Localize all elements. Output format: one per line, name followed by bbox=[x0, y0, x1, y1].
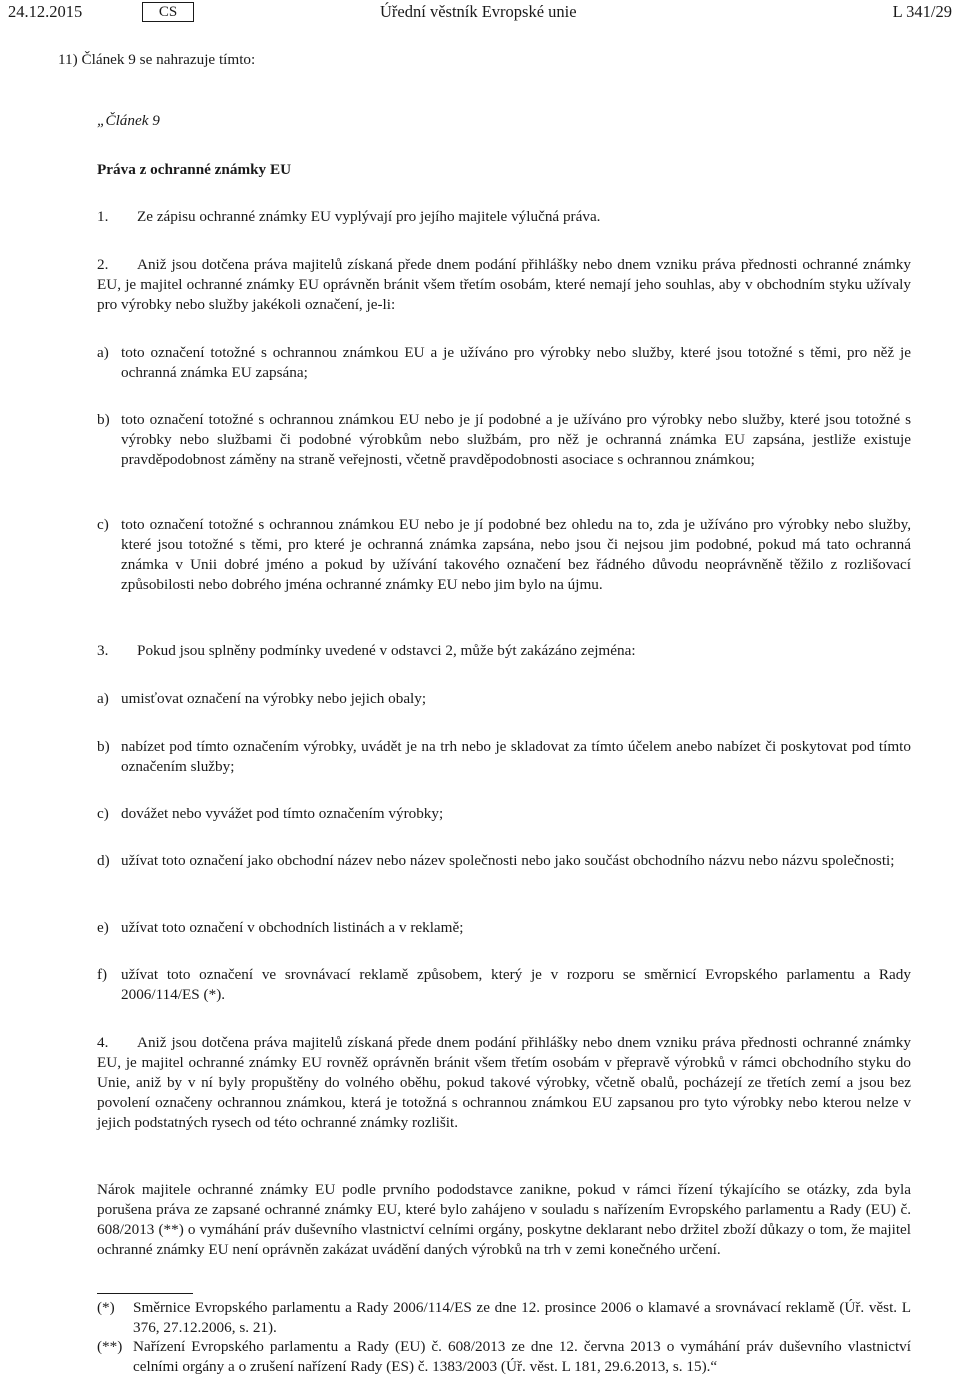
paragraph-text: Aniž jsou dotčena práva majitelů získaná přede dnem podání přihlášky nebo dnem vzniku práva přednosti ochranné známky EU, je majitel ochranné známky EU rovněž oprávněn bránit všem třetím osobám v přepravě výrobků v rámci obchodního styku do Unie, aniž by v ní byly propuštěny do volného oběhu, pokud takové výrobky, včetně obalů, pocházejí ze třetích zemí a jsou bez povolení označeny ochrannou známkou, která je totožná s ochrannou známkou EU zapsanou pro tyto výrobky nebo kterou nelze v jejich podstatných rysech od této ochranné známky rozlišit. bbox=[97, 1034, 911, 1131]
list-item-label: a) bbox=[97, 690, 109, 707]
list-item-text: užívat toto označení v obchodních listinách a v reklamě; bbox=[121, 919, 464, 936]
language-badge: CS bbox=[142, 2, 194, 22]
paragraph-2 bbox=[97, 255, 911, 315]
paragraph-text: Ze zápisu ochranné známky EU vyplývají pro jejího majitele výlučná práva. bbox=[137, 208, 601, 225]
article-title: „Článek 9 bbox=[97, 112, 160, 129]
paragraph-text: Pokud jsou splněny podmínky uvedené v odstavci 2, může být zakázáno zejména: bbox=[137, 642, 636, 659]
list-item-label: d) bbox=[97, 852, 110, 869]
list-item-text: nabízet pod tímto označením výrobky, uvádět je na trh nebo je skladovat za tímto účelem anebo nabízet či poskytovat pod tímto označením služby; bbox=[121, 738, 911, 775]
list-item-text: užívat toto označení jako obchodní název nebo název společnosti nebo jako součást obchodního názvu nebo názvu společnosti; bbox=[121, 852, 895, 869]
list-item-label: c) bbox=[97, 805, 109, 822]
footnote-mark: (**) bbox=[97, 1338, 123, 1355]
paragraph-4-subparagraph: Nárok majitele ochranné známky EU podle prvního pododstavce zanikne, pokud v rámci řízení týkajícího se otázky, zda byla porušena práva ze zapsané ochranné známky EU, které bylo zahájeno v souladu s nařízením Evropského parlamentu a Rady (EU) č. 608/2013 (**) o vymáhání práv duševního vlastnictví celními orgány, poskytne deklarant nebo držitel zboží důkazy o tom, že majitel ochranné známky EU není oprávněn zakázat uvádění daných výrobků na trh v zemi konečného určení. bbox=[97, 1181, 911, 1258]
list-item-text: dovážet nebo vyvážet pod tímto označením výrobky; bbox=[121, 805, 444, 822]
list-item-label: e) bbox=[97, 919, 109, 936]
list-item-text: toto označení totožné s ochrannou známkou EU a je užíváno pro výrobky nebo služby, které jsou totožné s těmi, pro něž je ochranná známka EU zapsána; bbox=[121, 344, 911, 381]
footnote-text: Nařízení Evropského parlamentu a Rady (EU) č. 608/2013 ze dne 12. června 2013 o vymáhání práv duševního vlastnictví celními orgány a o zrušení nařízení Rady (ES) č. 1383/2003 (Úř. věst. L 181, 29.6.2013, s. 15).“ bbox=[133, 1338, 911, 1375]
paragraph-3 bbox=[97, 641, 911, 661]
footnote-mark: (*) bbox=[97, 1299, 115, 1316]
paragraph-number: 2. bbox=[97, 256, 109, 273]
list-item-label: b) bbox=[97, 411, 110, 428]
amendment-intro: 11) Článek 9 se nahrazuje tímto: bbox=[58, 51, 256, 68]
list-item-text: toto označení totožné s ochrannou známkou EU nebo je jí podobné a je užíváno pro výrobky nebo služby, které jsou totožné s výrobky nebo službami či podobné výrobkům nebo službám, pro něž je ochranná známka EU zapsána, jestliže existuje pravděpodobnost záměny na straně veřejnosti, včetně pravděpodobnosti asociace s ochrannou známkou; bbox=[121, 411, 911, 468]
list-item-label: b) bbox=[97, 738, 110, 755]
journal-title: Úřední věstník Evropské unie bbox=[380, 2, 577, 21]
publication-date: 24.12.2015 bbox=[8, 2, 83, 21]
list-item-label: a) bbox=[97, 344, 109, 361]
paragraph-text: Aniž jsou dotčena práva majitelů získaná přede dnem podání přihlášky nebo dnem vzniku práva přednosti ochranné známky EU, je majitel ochranné známky EU oprávněn bránit všem třetím osobám, které nemají jeho souhlas, aby v obchodním styku užívaly pro výrobky nebo služby jakékoli označení, je-li: bbox=[97, 256, 911, 313]
footnote-text: Směrnice Evropského parlamentu a Rady 2006/114/ES ze dne 12. prosince 2006 o klamavé a srovnávací reklamě (Úř. věst. L 376, 27.12.2006, s. 21). bbox=[133, 1299, 911, 1336]
paragraph-number: 1. bbox=[97, 208, 109, 225]
page-header bbox=[8, 2, 952, 24]
list-item-text: užívat toto označení ve srovnávací reklamě způsobem, který je v rozporu se směrnicí Evropského parlamentu a Rady 2006/114/ES (*). bbox=[121, 966, 911, 1003]
list-item-label: c) bbox=[97, 516, 109, 533]
paragraph-1 bbox=[97, 207, 911, 227]
article-heading: Práva z ochranné známky EU bbox=[97, 161, 292, 178]
list-item-text: toto označení totožné s ochrannou známkou EU nebo je jí podobné bez ohledu na to, zda je užíváno pro výrobky nebo služby, které jsou totožné s těmi, pro které je ochranná známka zapsána, nebo jsou či nejsou jim podobné, pokud má tato ochranná známka v Unii dobré jméno a pokud by užívání takového označení bez řádného důvodu neoprávněně těžilo z rozlišovací způsobilosti nebo dobrého jména ochranné známky EU nebo jim bylo na újmu. bbox=[121, 516, 911, 593]
paragraph-4 bbox=[97, 1033, 911, 1133]
paragraph-number: 4. bbox=[97, 1034, 109, 1051]
footnote-divider bbox=[97, 1293, 193, 1294]
page-reference: L 341/29 bbox=[892, 2, 952, 21]
paragraph-number: 3. bbox=[97, 642, 109, 659]
list-item-label: f) bbox=[97, 966, 108, 983]
list-item-text: umisťovat označení na výrobky nebo jejich obaly; bbox=[121, 690, 427, 707]
